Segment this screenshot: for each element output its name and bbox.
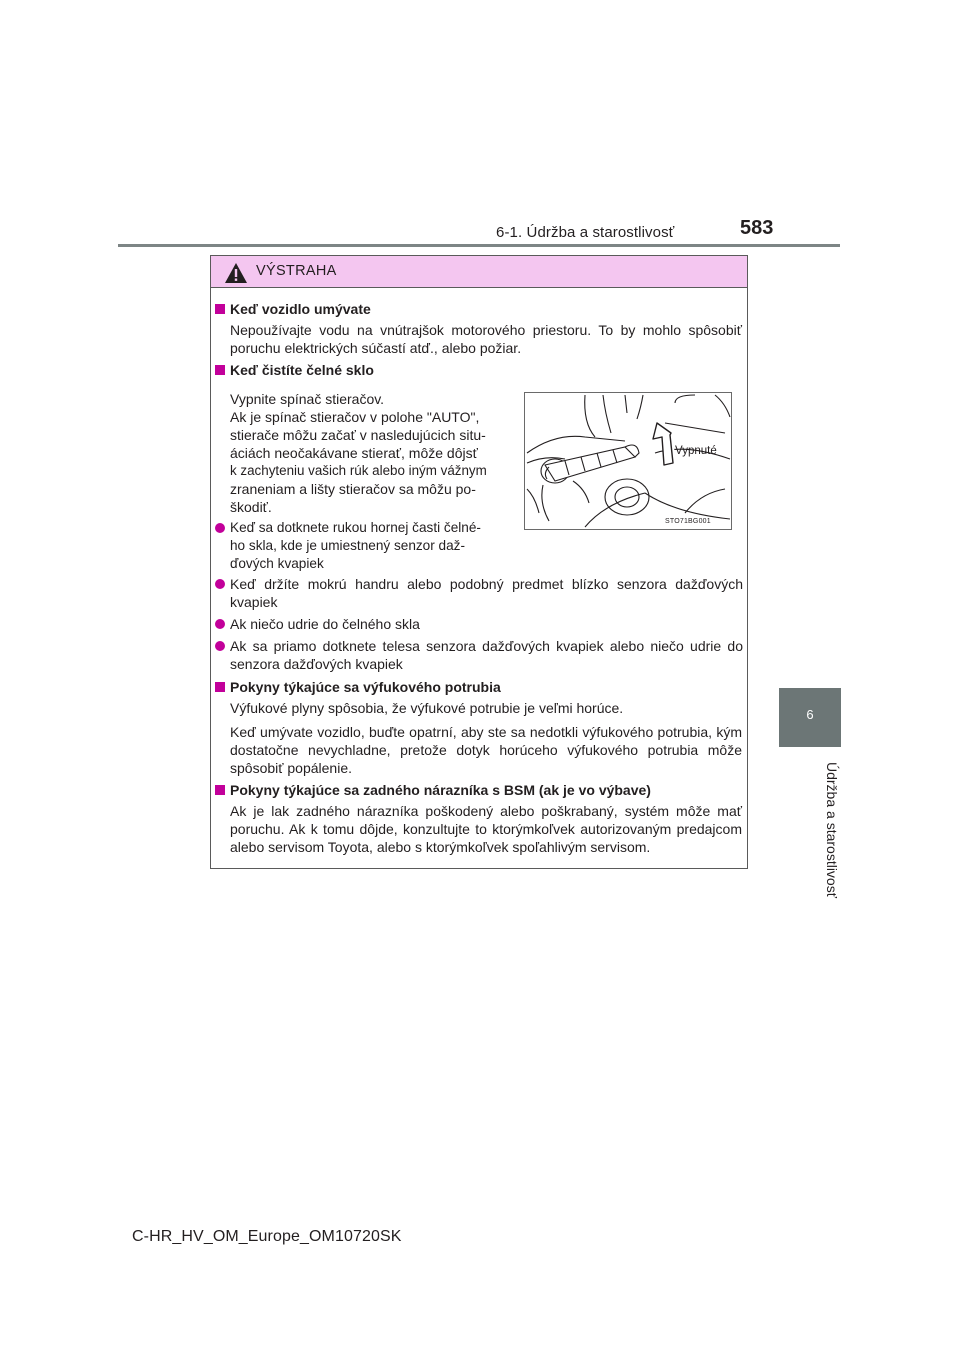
text-line: Vypnite spínač stieračov.: [230, 391, 385, 407]
heading-text: Keď vozidlo umývate: [230, 301, 371, 317]
section-heading: [215, 782, 651, 798]
list-item-text: Keď držíte mokrú handru alebo podobný predmet blízko senzora dažďových kvapiek: [230, 576, 743, 610]
wiper-instructions: [230, 390, 515, 516]
round-bullet-icon: [215, 523, 225, 533]
warning-triangle-icon: [224, 262, 248, 284]
wiper-lever-drawing: [525, 393, 731, 529]
square-bullet-icon: [215, 785, 225, 795]
heading-text: Keď čistíte čelné sklo: [230, 362, 374, 378]
paragraph: Nepoužívajte vodu na vnútrajšok motorového priestoru. To by mohlo spôsobiť poruchu elektrických súčastí atď., alebo požiar.: [230, 322, 742, 356]
round-bullet-icon: [215, 641, 225, 651]
figure-code: STO71BG001: [665, 518, 711, 525]
text-line: ďových kvapiek: [230, 556, 324, 571]
text-line: áciách neočakávane stierať, môže dôjsť: [230, 445, 478, 461]
heading-text: Pokyny týkajúce sa zadného nárazníka s BSM (ak je vo výbave): [230, 782, 651, 798]
list-item: [215, 637, 743, 673]
list-item: [215, 575, 743, 611]
text-line: Ak je spínač stieračov v polohe "AUTO",: [230, 409, 480, 425]
square-bullet-icon: [215, 304, 225, 314]
text-line: stierače môžu začať v nasledujúcich situ-: [230, 427, 486, 443]
header-rule: [118, 244, 840, 247]
text-line: škodiť.: [230, 499, 272, 515]
round-bullet-icon: [215, 619, 225, 629]
list-item: [215, 615, 743, 633]
text-line: Keď sa dotknete rukou hornej časti čelné-: [230, 520, 481, 535]
chapter-title: Údržba a starostlivosť: [824, 762, 840, 898]
list-item-text: Ak niečo udrie do čelného skla: [230, 616, 420, 632]
heading-text: Pokyny týkajúce sa výfukového potrubia: [230, 679, 501, 695]
square-bullet-icon: [215, 682, 225, 692]
list-item: [215, 519, 515, 573]
figure-label-off: Vypnuté: [675, 445, 717, 457]
paragraph: Ak je lak zadného nárazníka poškodený alebo poškrabaný, systém môže mať poruchu. Ak k tomu dôjde, konzultujte to ktorýmkoľvek autorizovaným predajcom alebo servisom Toyota, alebo s ktorýmkoľvek spoľahlivým servisom.: [230, 803, 742, 855]
text-line: zraneniam a lišty stieračov sa môžu po-: [230, 481, 476, 497]
text-line: ho skla, kde je umiestnený senzor daž-: [230, 538, 465, 553]
header-section-title: 6-1. Údržba a starostlivosť: [496, 224, 675, 241]
round-bullet-icon: [215, 579, 225, 589]
square-bullet-icon: [215, 365, 225, 375]
text-line: k zachyteniu vašich rúk alebo iným vážnym: [230, 463, 487, 478]
page-number: 583: [740, 217, 774, 239]
section-heading: [215, 301, 371, 317]
list-item-text: Ak sa priamo dotknete telesa senzora dažďových kvapiek alebo niečo udrie do senzora dažďových kvapiek: [230, 638, 743, 672]
chapter-number: 6: [806, 707, 814, 722]
wiper-switch-illustration: [524, 392, 732, 530]
paragraph: Keď umývate vozidlo, buďte opatrní, aby ste sa nedotkli výfukového potrubia, kým dostatočne nevychladne, pretože dotyk horúceho výfukového potrubia môže spôsobiť popálenie.: [230, 724, 742, 776]
warning-title: VÝSTRAHA: [256, 263, 337, 279]
section-heading: [215, 679, 501, 695]
footer-document-code: C-HR_HV_OM_Europe_OM10720SK: [132, 1228, 402, 1245]
paragraph: Výfukové plyny spôsobia, že výfukové potrubie je veľmi horúce.: [230, 700, 624, 716]
section-heading: [215, 362, 374, 378]
